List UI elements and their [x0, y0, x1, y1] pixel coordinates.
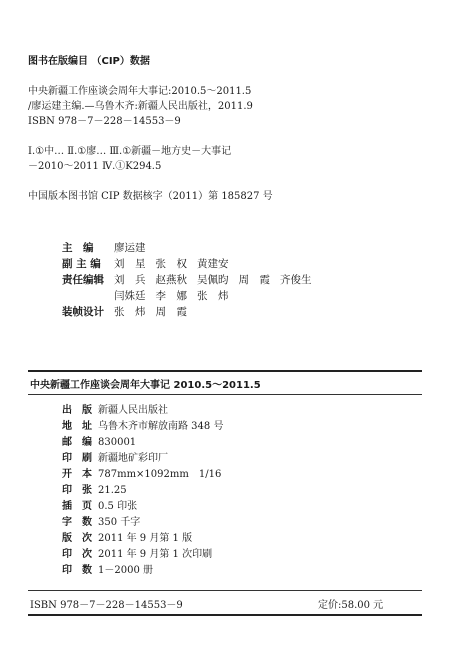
- staff-name: 吴佩昀: [197, 274, 229, 286]
- title-rule-top: [28, 370, 422, 372]
- staff-name: 廖运建: [114, 242, 146, 254]
- staff-name: 齐俊生: [280, 274, 312, 286]
- pub-label: 印 次: [62, 549, 92, 560]
- pub-label: 开 本: [62, 469, 92, 480]
- staff-row-responsible-editor-cont: [62, 288, 239, 304]
- staff-label: 主 编: [62, 242, 94, 254]
- cip-line-2: /廖运建主编.—乌鲁木齐:新疆人民出版社，2011.9: [28, 101, 253, 112]
- pub-row: [62, 436, 136, 450]
- pub-label: 印 数: [62, 565, 92, 576]
- pub-label: 印 张: [62, 485, 92, 496]
- pub-value: 1－2000 册: [98, 565, 153, 576]
- staff-row-responsible-editor: [62, 272, 322, 288]
- pub-row: [62, 532, 192, 546]
- staff-name: 周 霞: [238, 274, 270, 286]
- staff-name: 张 权: [155, 258, 187, 270]
- staff-name: 刘 兵: [114, 274, 146, 286]
- staff-name: 张 炜: [114, 306, 146, 318]
- pub-value: 350 千字: [98, 517, 141, 528]
- pub-row: [62, 420, 223, 434]
- staff-label: 装帧设计: [62, 306, 104, 318]
- footer-isbn: ISBN 978－7－228－14553－9: [30, 600, 183, 611]
- staff-name: 赵燕秋: [155, 274, 187, 286]
- staff-row-deputy-editor: [62, 256, 239, 272]
- pub-label: 插 页: [62, 501, 92, 512]
- pub-value: 0.5 印张: [98, 501, 138, 512]
- pub-label: 字 数: [62, 517, 92, 528]
- pub-value: 新疆人民出版社: [98, 405, 168, 416]
- staff-label: 责任编辑: [62, 274, 104, 286]
- pub-label: 地 址: [62, 421, 92, 432]
- pub-value: 2011 年 9 月第 1 版: [98, 533, 193, 544]
- staff-label: [62, 288, 114, 304]
- pub-value: 830001: [98, 437, 137, 448]
- pub-row: [62, 564, 153, 578]
- footer-price: 定价:58.00 元: [318, 600, 384, 611]
- pub-row: [62, 468, 221, 482]
- staff-name: 张 炜: [197, 290, 229, 302]
- cip-isbn: ISBN 978－7－228－14553－9: [28, 116, 181, 127]
- staff-label: 副 主 编: [62, 258, 101, 270]
- pub-label: 邮 编: [62, 437, 92, 448]
- footer-rule-top: [28, 590, 422, 591]
- pub-label: 出 版: [62, 405, 92, 416]
- title-rule-bottom: [28, 394, 422, 395]
- staff-name: 闫姝廷: [114, 290, 146, 302]
- pub-value: 2011 年 9 月第 1 次印刷: [98, 549, 213, 560]
- pub-row: [62, 516, 140, 530]
- footer-rule-bottom: [28, 614, 422, 616]
- staff-name: 李 娜: [155, 290, 187, 302]
- pub-row: [62, 500, 137, 514]
- pub-row: [62, 548, 212, 562]
- staff-name: 周 霞: [155, 306, 187, 318]
- pub-label: 版 次: [62, 533, 92, 544]
- cip-classification-2: －2010～2011 Ⅳ.①K294.5: [28, 161, 162, 172]
- pub-value: 新疆地矿彩印厂: [98, 453, 168, 464]
- book-title: 中央新疆工作座谈会周年大事记 2010.5～2011.5: [30, 380, 261, 391]
- pub-row: [62, 484, 127, 498]
- cip-check-number: 中国版本图书馆 CIP 数据核字（2011）第 185827 号: [28, 191, 273, 202]
- pub-value: 乌鲁木齐市解放南路 348 号: [98, 421, 224, 432]
- staff-name: 刘 星: [114, 258, 146, 270]
- pub-value: 21.25: [98, 485, 127, 496]
- pub-row: [62, 452, 168, 466]
- staff-row-designer: [62, 304, 197, 320]
- cip-line-1: 中央新疆工作座谈会周年大事记:2010.5～2011.5: [28, 86, 252, 97]
- pub-value: 787mm×1092mm 1/16: [98, 469, 222, 480]
- staff-name: 黄建安: [197, 258, 229, 270]
- cip-classification-1: Ⅰ.①中… Ⅱ.①廖… Ⅲ.①新疆－地方史－大事记: [28, 146, 232, 157]
- cip-heading: 图书在版编目 （CIP）数据: [28, 56, 150, 67]
- pub-label: 印 刷: [62, 453, 92, 464]
- pub-row: [62, 404, 168, 418]
- staff-row-chief-editor: [62, 240, 156, 256]
